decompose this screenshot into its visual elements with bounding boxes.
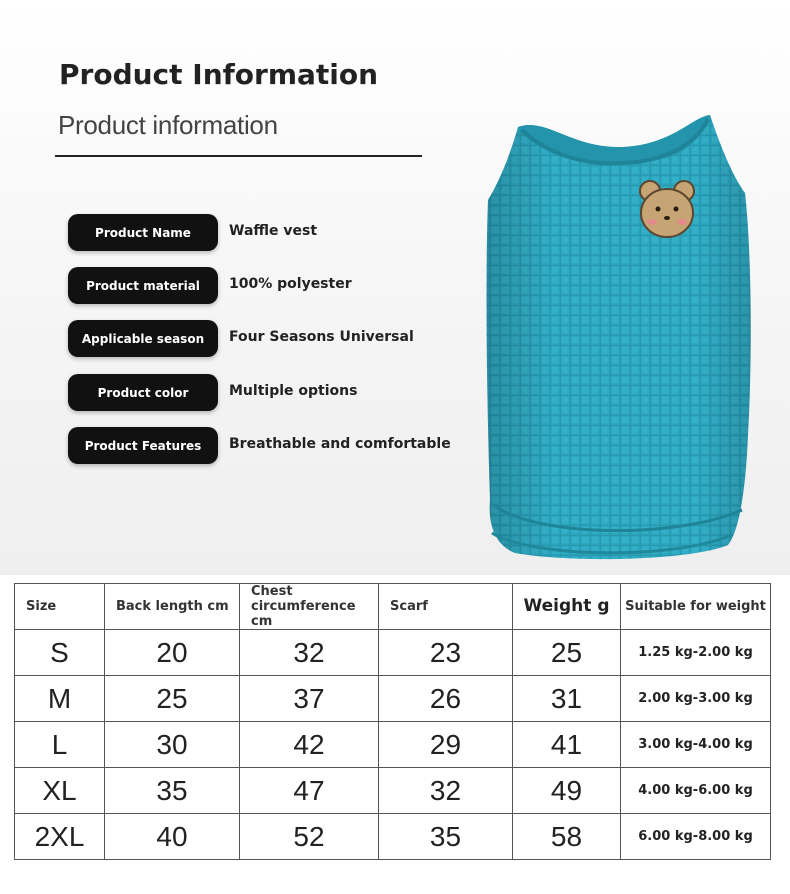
- table-header-row: [15, 584, 771, 630]
- cell-size: M: [15, 676, 105, 722]
- waffle-vest-image: [470, 105, 770, 565]
- table-row: [15, 814, 771, 860]
- cell-suitable-weight: 2.00 kg-3.00 kg: [621, 676, 771, 722]
- cell-chest: 47: [240, 768, 379, 814]
- cell-scarf: 35: [379, 814, 513, 860]
- info-value: 100% polyester: [229, 276, 352, 292]
- cell-size: S: [15, 630, 105, 676]
- table-row: [15, 768, 771, 814]
- table-row: [15, 630, 771, 676]
- cell-weight: 25: [513, 630, 621, 676]
- column-header-size: Size: [15, 584, 105, 630]
- cell-chest: 32: [240, 630, 379, 676]
- page-title: Product Information: [59, 58, 379, 91]
- cell-scarf: 23: [379, 630, 513, 676]
- cell-suitable-weight: 6.00 kg-8.00 kg: [621, 814, 771, 860]
- table-row: [15, 676, 771, 722]
- info-value: Breathable and comfortable: [229, 436, 451, 452]
- column-header-suitable-weight: Suitable for weight: [621, 584, 771, 630]
- cell-size: L: [15, 722, 105, 768]
- cell-weight: 49: [513, 768, 621, 814]
- cell-size: 2XL: [15, 814, 105, 860]
- column-header-weight: Weight g: [513, 584, 621, 630]
- info-label: Product color: [68, 374, 218, 411]
- info-label: Applicable season: [68, 320, 218, 357]
- column-header-chest: Chest circumference cm: [240, 584, 379, 630]
- cell-chest: 52: [240, 814, 379, 860]
- info-label: Product material: [68, 267, 218, 304]
- info-label: Product Features: [68, 427, 218, 464]
- title-divider: [55, 155, 422, 157]
- cell-back-length: 30: [105, 722, 240, 768]
- cell-back-length: 25: [105, 676, 240, 722]
- info-value: Four Seasons Universal: [229, 329, 414, 345]
- cell-weight: 41: [513, 722, 621, 768]
- column-header-scarf: Scarf: [379, 584, 513, 630]
- cell-scarf: 29: [379, 722, 513, 768]
- cell-suitable-weight: 1.25 kg-2.00 kg: [621, 630, 771, 676]
- size-chart-table: [14, 583, 771, 860]
- bear-patch-icon: [640, 181, 694, 237]
- cell-size: XL: [15, 768, 105, 814]
- cell-back-length: 35: [105, 768, 240, 814]
- cell-back-length: 20: [105, 630, 240, 676]
- column-header-back-length: Back length cm: [105, 584, 240, 630]
- cell-chest: 42: [240, 722, 379, 768]
- cell-suitable-weight: 3.00 kg-4.00 kg: [621, 722, 771, 768]
- cell-back-length: 40: [105, 814, 240, 860]
- info-label: Product Name: [68, 214, 218, 251]
- page-subtitle: Product information: [58, 110, 278, 140]
- cell-weight: 58: [513, 814, 621, 860]
- info-value: Waffle vest: [229, 223, 318, 239]
- cell-scarf: 26: [379, 676, 513, 722]
- cell-weight: 31: [513, 676, 621, 722]
- cell-scarf: 32: [379, 768, 513, 814]
- table-row: [15, 722, 771, 768]
- cell-suitable-weight: 4.00 kg-6.00 kg: [621, 768, 771, 814]
- cell-chest: 37: [240, 676, 379, 722]
- info-value: Multiple options: [229, 383, 358, 399]
